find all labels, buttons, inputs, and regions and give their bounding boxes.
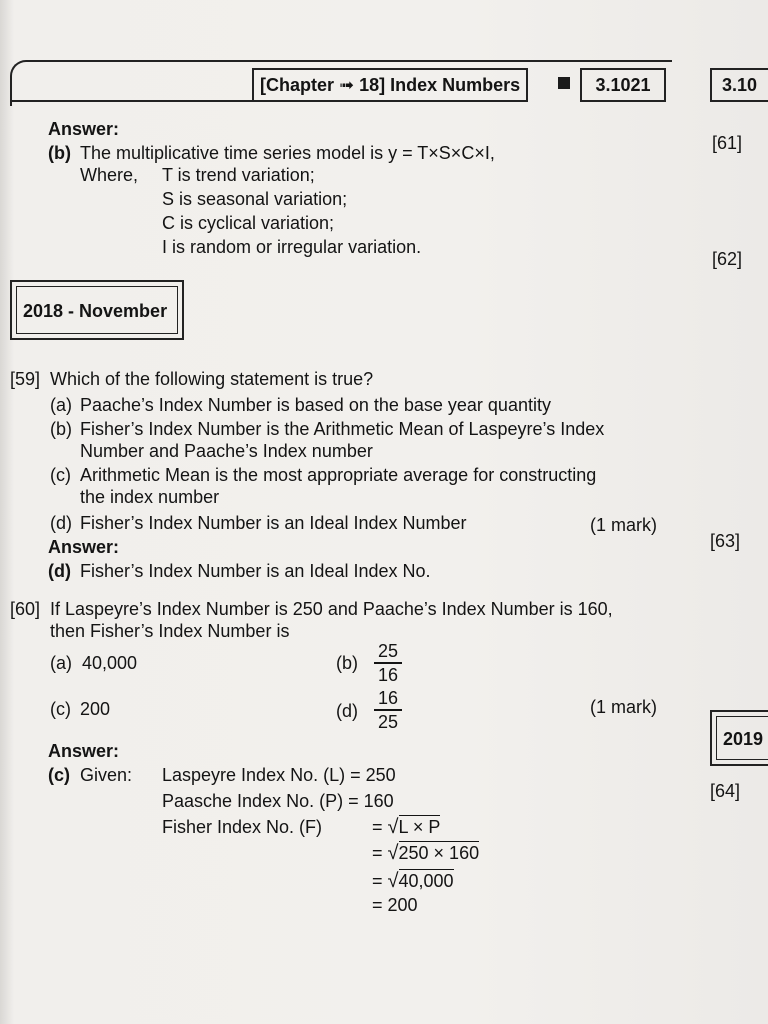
side-reference: [61] bbox=[712, 133, 743, 153]
equals-sign: = bbox=[372, 843, 383, 863]
answer-text: Fisher’s Index Number is an Ideal Index No. bbox=[80, 561, 431, 581]
side-reference: [63] bbox=[710, 531, 741, 551]
option-text: 40,000 bbox=[82, 653, 138, 673]
option-text: Fisher’s Index Number is an Ideal Index Number bbox=[80, 513, 467, 533]
fraction-numerator: 16 bbox=[377, 688, 399, 708]
option-text: Paache’s Index Number is based on the base year quantity bbox=[80, 395, 551, 415]
answer-label: Answer: bbox=[48, 741, 120, 761]
fraction-option-b bbox=[374, 641, 402, 685]
option-text: Arithmetic Mean is the most appropriate average for constructing bbox=[80, 465, 597, 485]
option-text: 200 bbox=[80, 699, 111, 719]
page-number: 3.1021 bbox=[580, 68, 666, 102]
marks-label: (1 mark) bbox=[590, 697, 657, 717]
option-key: (a) bbox=[50, 653, 72, 673]
option-key: (b) bbox=[50, 419, 72, 439]
model-line: C is cyclical variation; bbox=[162, 213, 335, 233]
answer-option: (c) bbox=[48, 765, 70, 785]
sqrt-icon: √ bbox=[387, 842, 399, 864]
sqrt-icon: √ bbox=[387, 870, 399, 892]
sqrt-icon: √ bbox=[387, 816, 399, 838]
option-text: Number and Paache’s Index number bbox=[80, 441, 373, 461]
option-key: (b) bbox=[336, 653, 358, 673]
next-page-number: 3.10 bbox=[710, 68, 768, 102]
fraction-bar bbox=[374, 709, 402, 711]
model-line: S is seasonal variation; bbox=[162, 189, 348, 209]
square-bullet-icon bbox=[558, 77, 570, 89]
equation-step bbox=[372, 870, 454, 892]
option-text: Fisher’s Index Number is the Arithmetic Mean of Laspeyre’s Index bbox=[80, 419, 605, 439]
answer-label: Answer: bbox=[48, 537, 120, 557]
option-key: (d) bbox=[336, 701, 358, 721]
side-section-title: 2019 bbox=[716, 716, 768, 760]
equals-sign: = bbox=[372, 817, 383, 837]
fraction-bar bbox=[374, 662, 402, 664]
result-line: = 200 bbox=[372, 895, 418, 915]
fraction-option-d bbox=[374, 688, 402, 732]
option-key: (d) bbox=[50, 513, 72, 533]
model-line: I is random or irregular variation. bbox=[162, 237, 422, 257]
model-line: T is trend variation; bbox=[162, 165, 315, 185]
chapter-title: [Chapter ➟ 18] Index Numbers bbox=[252, 68, 528, 102]
answer-option: (d) bbox=[48, 561, 71, 581]
question-text: If Laspeyre’s Index Number is 250 and Paache’s Index Number is 160, bbox=[50, 599, 613, 619]
answer-option: (b) bbox=[48, 143, 71, 163]
equation-step bbox=[372, 816, 440, 838]
question-number: [59] bbox=[10, 369, 41, 389]
fraction-denominator: 25 bbox=[377, 711, 399, 732]
given-label: Given: bbox=[80, 765, 133, 785]
option-key: (c) bbox=[50, 465, 71, 485]
header-underline bbox=[10, 100, 258, 102]
fraction-denominator: 16 bbox=[377, 664, 399, 685]
option-key: (a) bbox=[50, 395, 72, 415]
fisher-label: Fisher Index No. (F) bbox=[162, 817, 323, 837]
radicand: L × P bbox=[398, 817, 441, 837]
side-reference: [62] bbox=[712, 249, 743, 269]
question-number: [60] bbox=[10, 599, 41, 619]
radicand: 250 × 160 bbox=[398, 843, 480, 863]
question-text: then Fisher’s Index Number is bbox=[50, 621, 290, 641]
equals-sign: = bbox=[372, 871, 383, 891]
fraction-numerator: 25 bbox=[377, 641, 399, 661]
side-section-box bbox=[710, 710, 768, 766]
section-heading bbox=[10, 280, 184, 340]
paasche-line: Paasche Index No. (P) = 160 bbox=[162, 791, 394, 811]
radicand: 40,000 bbox=[398, 871, 454, 891]
option-key: (c) bbox=[50, 699, 71, 719]
option-text: the index number bbox=[80, 487, 220, 507]
where-label: Where, bbox=[80, 165, 139, 185]
answer-text: The multiplicative time series model is y = T×S×C×I, bbox=[80, 143, 495, 163]
answer-label: Answer: bbox=[48, 119, 120, 139]
question-text: Which of the following statement is true? bbox=[50, 369, 374, 389]
laspeyre-line: Laspeyre Index No. (L) = 250 bbox=[162, 765, 396, 785]
equation-step bbox=[372, 842, 479, 864]
side-reference: [64] bbox=[710, 781, 741, 801]
section-title: 2018 - November bbox=[16, 286, 178, 334]
marks-label: (1 mark) bbox=[590, 515, 657, 535]
